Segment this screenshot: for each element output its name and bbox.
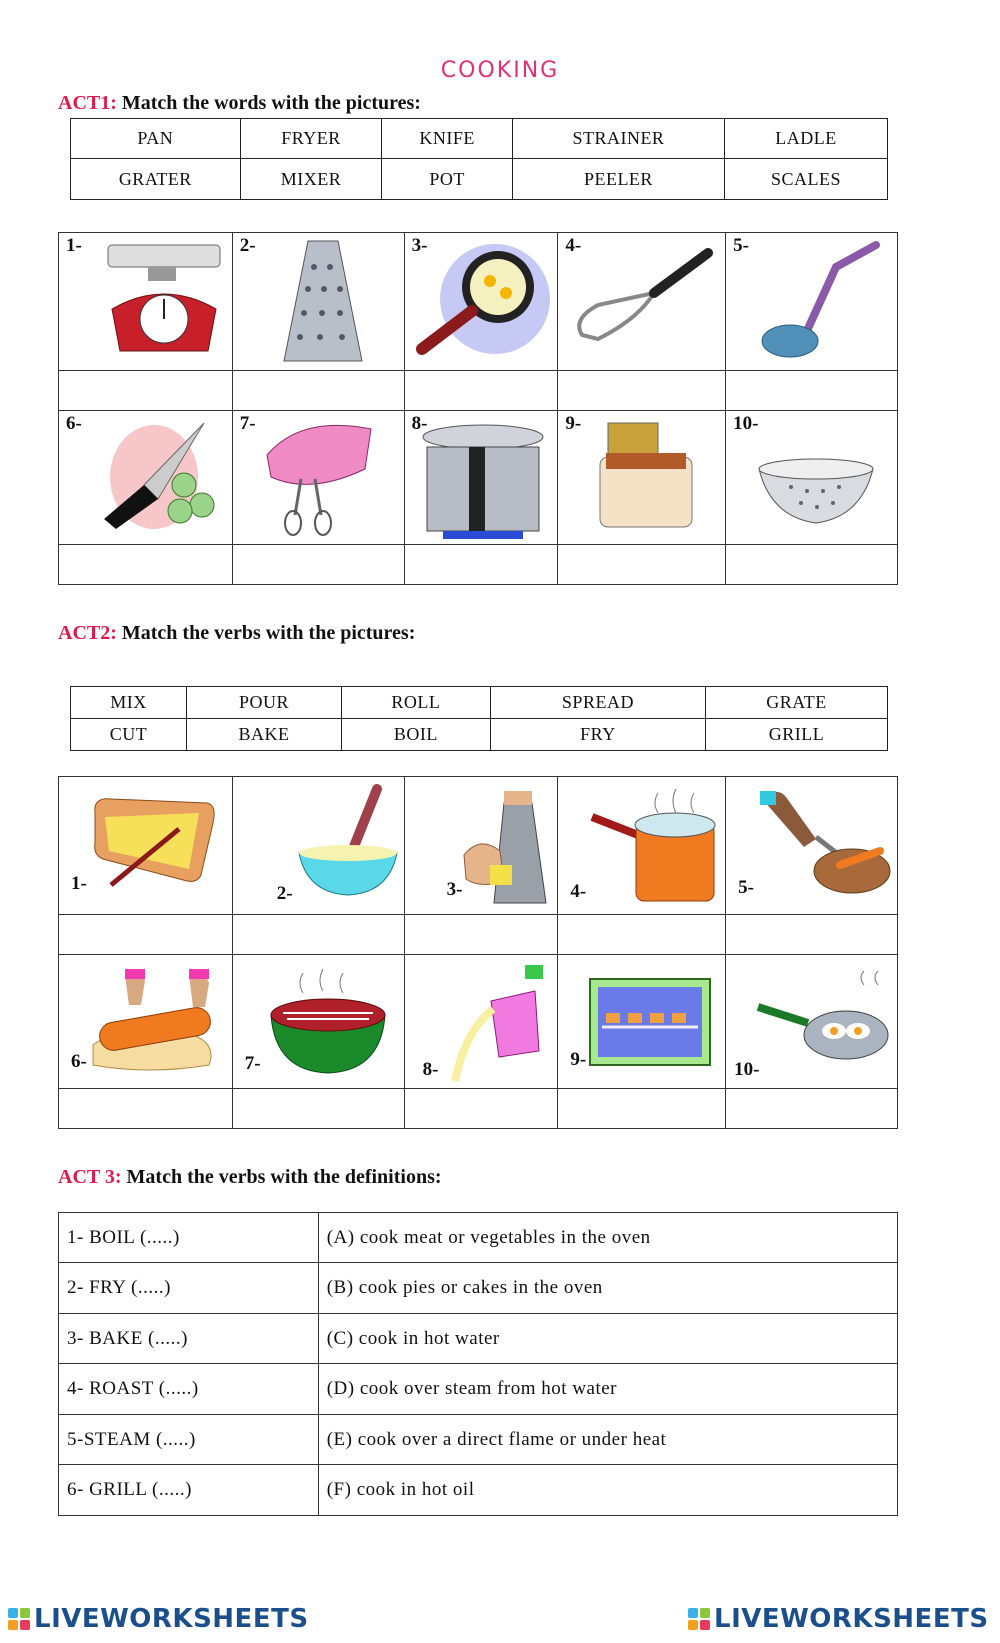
act3-instruction: Match the verbs with the definitions: [126,1166,442,1188]
strainer-icon [751,437,881,537]
definition-cell: (A) cook meat or vegetables in the oven [318,1213,897,1263]
grate-icon [460,785,555,909]
picture-cell [232,411,404,545]
picture-number: 7- [239,413,256,434]
answer-cell[interactable] [59,545,233,585]
word-cell: GRATE [705,687,887,719]
answer-cell[interactable] [232,915,404,955]
picture-cell [726,955,898,1089]
brand-logo-icon [8,1608,30,1630]
picture-cell [404,411,558,545]
brand-name: LIVEWORKSHEETS [714,1604,989,1634]
act1-heading [58,92,421,115]
picture-number: 10- [734,1059,760,1080]
picture-cell [59,411,233,545]
verb-cell[interactable]: 6- GRILL (.....) [59,1465,319,1516]
word-cell: SPREAD [490,687,705,719]
word-cell: STRAINER [512,119,724,159]
act1-picture-grid [58,232,898,585]
answer-cell[interactable] [232,371,404,411]
act2-word-bank [70,686,888,751]
picture-number: 8- [411,413,428,434]
picture-cell [558,233,726,371]
picture-cell [558,955,726,1089]
answer-cell[interactable] [404,545,558,585]
ladle-icon [746,237,886,365]
footer-brand-right [688,1604,989,1634]
act2-instruction: Match the verbs with the pictures: [121,622,416,644]
bake-icon [588,977,712,1067]
picture-cell [726,411,898,545]
word-cell: KNIFE [382,119,513,159]
act3-heading [58,1166,442,1189]
answer-cell[interactable] [59,915,233,955]
word-cell: POUR [187,687,342,719]
grater-icon [278,237,368,365]
word-cell: POT [382,159,513,200]
act1-label: ACT1: [58,92,117,114]
definition-cell: (B) cook pies or cakes in the oven [318,1263,897,1314]
act1-instruction: Match the words with the pictures: [121,92,421,114]
picture-number: 2- [239,235,256,256]
picture-number: 9- [565,413,582,434]
act3-definitions-table [58,1212,898,1516]
cut-icon [756,785,896,905]
word-cell: FRYER [240,119,382,159]
brand-name: LIVEWORKSHEETS [34,1604,309,1634]
word-cell: MIX [71,687,187,719]
word-cell: ROLL [341,687,490,719]
picture-number: 1- [71,873,87,894]
answer-cell[interactable] [232,1089,404,1129]
mixer-icon [261,415,381,539]
picture-cell [726,777,898,915]
picture-number: 6- [71,1051,87,1072]
picture-number: 3- [411,235,428,256]
definition-cell: (E) cook over a direct flame or under heat [318,1415,897,1465]
footer-brand-left [8,1604,309,1634]
picture-cell [232,233,404,371]
answer-cell[interactable] [558,915,726,955]
answer-cell[interactable] [558,371,726,411]
act2-picture-grid [58,776,898,1129]
verb-cell[interactable]: 3- BAKE (.....) [59,1314,319,1364]
act2-label: ACT2: [58,622,117,644]
word-cell: BAKE [187,719,342,751]
act2-heading [58,622,415,645]
picture-number: 7- [244,1053,261,1074]
answer-cell[interactable] [404,371,558,411]
pour-icon [435,961,550,1085]
picture-cell [232,777,404,915]
picture-cell [59,233,233,371]
definition-cell: (D) cook over steam from hot water [318,1364,897,1415]
picture-number: 4- [570,881,587,902]
answer-cell[interactable] [558,1089,726,1129]
knife-icon [84,415,224,539]
grill-icon [263,963,393,1079]
picture-number: 9- [570,1049,587,1070]
picture-number: 4- [565,235,582,256]
word-cell: SCALES [724,159,887,200]
roll-icon [89,965,224,1075]
scales-icon [104,239,224,359]
answer-cell[interactable] [726,545,898,585]
picture-number: 2- [276,883,293,904]
picture-number: 3- [446,879,463,900]
picture-cell [726,233,898,371]
page-title: COOKING [440,58,560,83]
answer-cell[interactable] [726,371,898,411]
answer-cell[interactable] [726,915,898,955]
picture-cell [558,777,726,915]
peeler-icon [568,239,718,359]
picture-cell [404,955,558,1089]
definition-cell: (F) cook in hot oil [318,1465,897,1516]
word-cell: LADLE [724,119,887,159]
word-cell: PAN [71,119,241,159]
word-cell: FRY [490,719,705,751]
picture-number: 5- [733,235,749,256]
picture-number: 8- [422,1059,439,1080]
answer-cell[interactable] [404,1089,558,1129]
picture-number: 5- [738,877,754,898]
boil-icon [586,783,726,907]
answer-cell[interactable] [404,915,558,955]
word-cell: PEELER [512,159,724,200]
verb-cell[interactable]: 5-STEAM (.....) [59,1415,319,1465]
answer-cell[interactable] [726,1089,898,1129]
brand-logo-icon [688,1608,710,1630]
fryer-icon [594,417,704,537]
picture-number: 6- [66,413,82,434]
verb-cell[interactable]: 2- FRY (.....) [59,1263,319,1314]
verb-cell[interactable]: 1- BOIL (.....) [59,1213,319,1263]
answer-cell[interactable] [558,545,726,585]
picture-cell [232,955,404,1089]
word-cell: GRILL [705,719,887,751]
picture-number: 1- [66,235,82,256]
spread-icon [89,793,219,889]
word-cell: BOIL [341,719,490,751]
pan-icon [410,237,555,365]
word-cell: CUT [71,719,187,751]
pot-icon [413,413,553,543]
act1-word-bank [70,118,888,200]
fry-icon [754,971,894,1071]
picture-cell [404,233,558,371]
picture-cell [59,777,233,915]
definition-cell: (C) cook in hot water [318,1314,897,1364]
picture-cell [558,411,726,545]
word-cell: GRATER [71,159,241,200]
answer-cell[interactable] [232,545,404,585]
verb-cell[interactable]: 4- ROAST (.....) [59,1364,319,1415]
mix-icon [293,783,403,903]
picture-cell [59,955,233,1089]
picture-number: 10- [733,413,759,434]
answer-cell[interactable] [59,371,233,411]
act3-label: ACT 3: [58,1166,122,1188]
picture-cell [404,777,558,915]
word-cell: MIXER [240,159,382,200]
answer-cell[interactable] [59,1089,233,1129]
